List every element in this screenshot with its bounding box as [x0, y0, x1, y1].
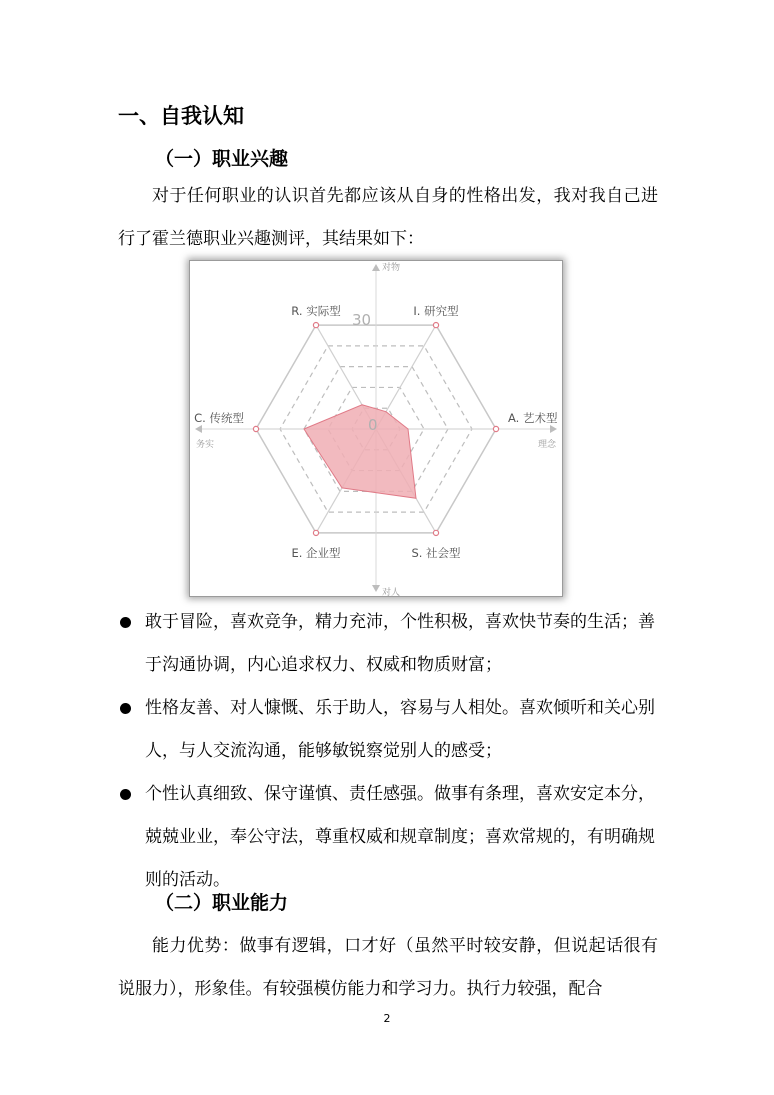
tick-label-max: 30: [352, 311, 372, 329]
subsection-heading-ability: （二）职业能力: [155, 892, 289, 914]
arrow-right-icon: [550, 425, 557, 433]
axis-label: E. 企业型: [291, 545, 341, 560]
axis-vertex-marker: [313, 322, 318, 327]
direction-label-left: 务实: [196, 440, 215, 450]
bullet-icon: [120, 789, 131, 800]
axis-vertex-marker: [313, 530, 318, 535]
axis-vertex-marker: [493, 426, 498, 431]
axis-vertex-marker: [433, 530, 438, 535]
axis-label: R. 实际型: [291, 304, 341, 319]
direction-label-bottom: 对人: [382, 588, 401, 596]
holland-radar-chart: [190, 261, 562, 596]
axis-vertex-marker: [253, 426, 258, 431]
trait-bullet-list: [118, 601, 663, 902]
page-number: 2: [383, 1012, 391, 1025]
ability-paragraph: 能力优势：做事有逻辑，口才好（虽然平时较安静，但说起话很有说服力），形象佳。有较强模仿能力和学习力。执行力较强，配合: [118, 936, 658, 999]
tick-label-min: 0: [368, 416, 378, 434]
bullet-text: 个性认真细致、保守谨慎、责任感强。做事有条理，喜欢安定本分，兢兢业业，奉公守法，尊重权威和规章制度；喜欢常规的，有明确规则的活动。: [145, 784, 655, 890]
list-item: [118, 601, 663, 687]
axis-label: S. 社会型: [411, 545, 461, 560]
axis-label: I. 研究型: [413, 304, 459, 319]
list-item: [118, 687, 663, 773]
bullet-icon: [120, 703, 131, 714]
intro-paragraph: 对于任何职业的认识首先都应该从自身的性格出发，我对我自己进行了霍兰德职业兴趣测评，其结果如下：: [118, 186, 658, 249]
bullet-text: 敢于冒险，喜欢竞争，精力充沛，个性积极，喜欢快节奏的生活；善于沟通协调，内心追求权力、权威和物质财富；: [145, 612, 655, 675]
arrow-down-icon: [372, 585, 380, 592]
axis-vertex-marker: [433, 322, 438, 327]
arrow-up-icon: [372, 264, 380, 271]
direction-label-top: 对物: [382, 263, 401, 273]
bullet-text: 性格友善、对人慷慨、乐于助人，容易与人相处。喜欢倾听和关心别人，与人交流沟通，能够敏锐察觉别人的感受；: [145, 698, 655, 761]
radar-svg: [190, 261, 562, 596]
list-item: [118, 773, 663, 902]
data-polygon: [304, 405, 416, 499]
direction-label-right: 理念: [537, 440, 556, 450]
section-heading: 一、自我认知: [118, 104, 244, 128]
bullet-icon: [120, 617, 131, 628]
arrow-left-icon: [195, 425, 202, 433]
axis-label: A. 艺术型: [508, 411, 558, 425]
subsection-heading-interest: （一）职业兴趣: [155, 148, 289, 170]
axis-label: C. 传统型: [194, 411, 244, 425]
